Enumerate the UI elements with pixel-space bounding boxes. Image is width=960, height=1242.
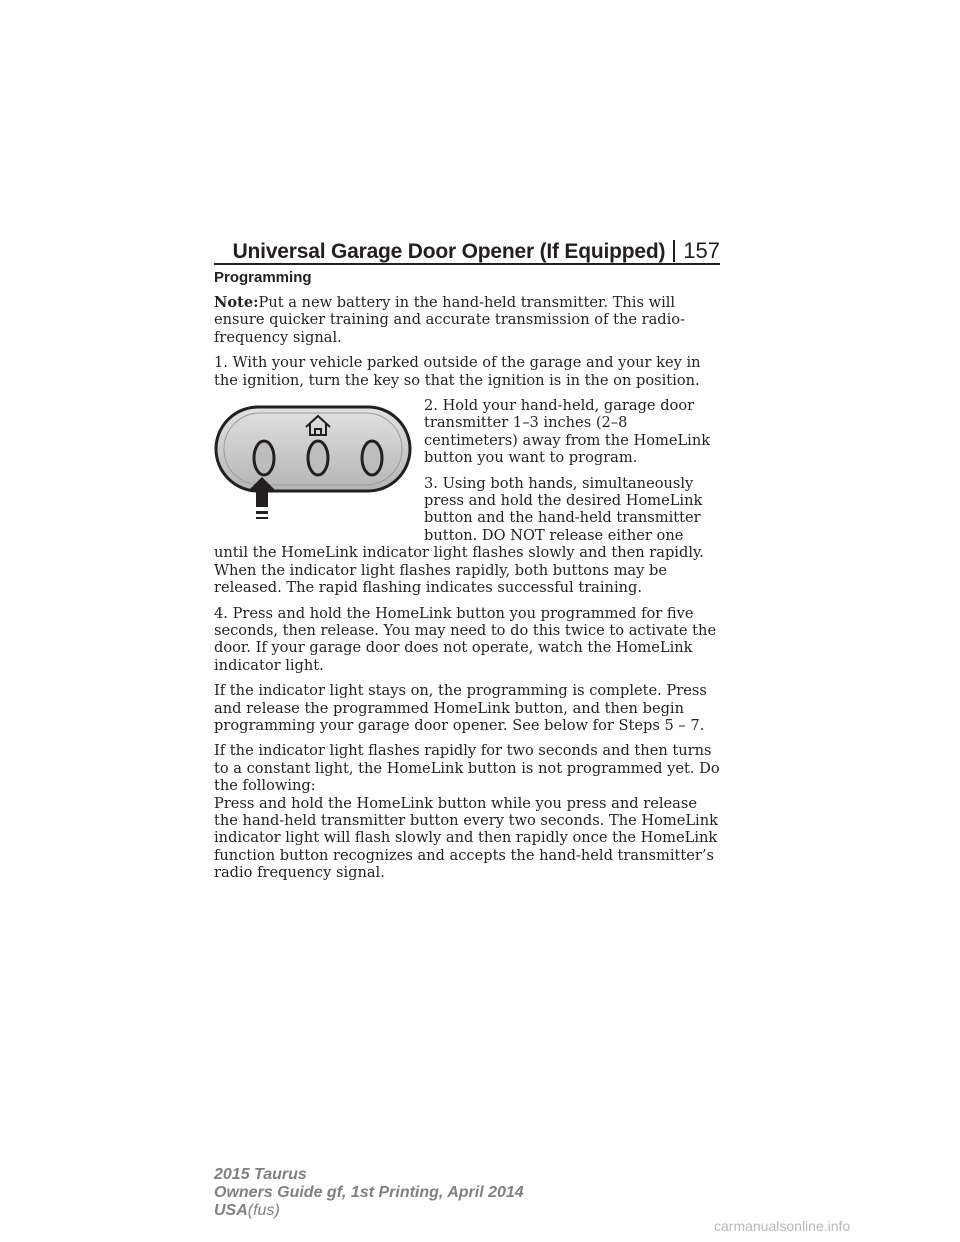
page-content <box>214 268 720 890</box>
light-flashes-paragraph: If the indicator light flashes rapidly for two seconds and then turns to a constant light, the HomeLink button is not programmed yet. Do the following: <box>214 742 720 795</box>
page-header <box>214 228 720 262</box>
chapter-title: Universal Garage Door Opener (If Equipped) <box>232 240 666 263</box>
step-1: 1. With your vehicle parked outside of the garage and your key in the ignition, turn the key so that the ignition is in the on position. <box>214 354 701 389</box>
light-stays-on-paragraph: If the indicator light stays on, the programming is complete. Press and release the programmed HomeLink button, and then begin programming your garage door opener. See below for Steps 5 – 7. <box>214 682 707 734</box>
homelink-button-2 <box>308 441 328 475</box>
header-rule <box>214 263 720 265</box>
press-and-hold-paragraph: Press and hold the HomeLink button while you press and release the hand-held transmitter button every two seconds. The HomeLink indicator light will flash slowly and then rapidly once the HomeLink function button recognizes and accepts the hand-held transmitter’s radio frequency signal. <box>214 794 718 882</box>
page-number: 157 <box>673 240 720 262</box>
watermark: carmanualsonline.info <box>714 1218 851 1234</box>
step-4: 4. Press and hold the HomeLink button you programmed for five seconds, then release. You may need to do this twice to activate the door. If your garage door does not operate, watch the HomeLink indicator light. <box>214 604 717 674</box>
note-label: Note: <box>214 294 259 311</box>
homelink-button-3 <box>362 441 382 475</box>
footer-region: USA <box>214 1202 248 1219</box>
footer-region-line <box>214 1202 524 1220</box>
homelink-button-1 <box>254 441 274 475</box>
note-paragraph <box>214 294 720 346</box>
section-heading: Programming <box>214 269 312 286</box>
note-text: Put a new battery in the hand-held transmitter. This will ensure quicker training and accurate transmission of the radio-frequency signal. <box>214 294 686 346</box>
homelink-buttons-illustration <box>214 401 414 527</box>
step-2: 2. Hold your hand-held, garage door transmitter 1–3 inches (2–8 centimeters) away from the HomeLink button you want to program. <box>424 397 711 467</box>
footer-region-code: (fus) <box>247 1202 280 1219</box>
footer-model: 2015 Taurus <box>214 1166 307 1183</box>
page-footer <box>214 1166 524 1220</box>
footer-guide: Owners Guide gf, 1st Printing, April 2014 <box>214 1184 524 1201</box>
step-3: 3. Using both hands, simultaneously press and hold the desired HomeLink button and the hand-held transmitter button. DO NOT release either one until the HomeLink indicator light flashes slowly and then rapidly. When the indicator light flashes rapidly, both buttons may be released. The rapid flashing indicates successful training. <box>214 474 704 597</box>
